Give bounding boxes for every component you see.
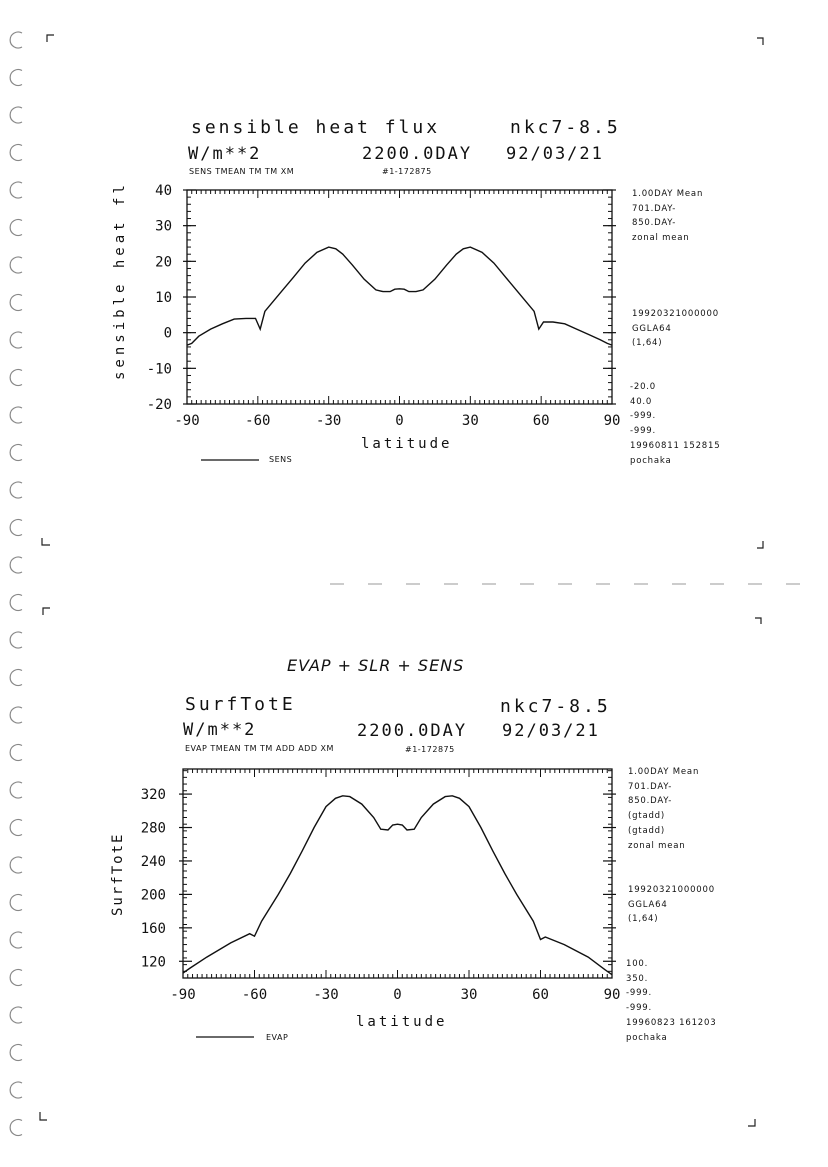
side-line: zonal mean [632,233,690,244]
time-label: 2200.0DAY [357,721,468,741]
side-line: 701.DAY- [632,203,677,214]
run-id: nkc7-8.5 [510,117,621,138]
side-line: GGLA64 [628,899,668,910]
side-line: pochaka [626,1032,668,1043]
x-tick-label: 60 [532,987,549,1003]
side-line: 1.00DAY Mean [632,189,704,199]
chart-subtitle: SENS TMEAN TM TM XM [189,167,295,176]
y-axis-label: sensible heat fl [112,181,128,380]
x-tick-label: 60 [532,413,550,429]
y-tick-label: 20 [155,254,172,271]
y-tick-label: 320 [140,787,166,804]
x-tick-label: 0 [395,413,404,429]
side-line: 350. [626,973,649,984]
side-line: -20.0 [630,382,656,392]
y-tick-label: 10 [155,290,172,306]
side-line: -999. [630,426,656,437]
side-line: -999. [626,1003,652,1014]
side-line: pochaka [630,455,672,466]
side-line: (1,64) [632,338,663,349]
y-tick-label: 30 [155,218,172,235]
side-line: 850.DAY- [632,218,677,229]
x-tick-label: -90 [170,987,196,1003]
x-tick-label: 90 [603,987,621,1003]
side-line: 40.0 [630,396,653,407]
side-line: -999. [630,411,656,422]
plot-frame [183,769,612,978]
chart-title: SurfTotE [185,694,296,715]
time-label: 2200.0DAY [362,144,473,164]
legend-label: EVAP [266,1033,289,1042]
x-tick-label: -60 [241,987,268,1003]
y-tick-label: 160 [140,920,166,937]
side-line: 19920321000000 [632,309,719,319]
y-tick-label: -20 [146,397,172,413]
side-line: 701.DAY- [628,781,673,792]
date-label: 92/03/21 [506,144,604,164]
side-line: 19960823 161203 [626,1017,717,1028]
x-tick-label: 0 [393,987,402,1003]
x-tick-label: -30 [316,413,342,429]
side-line: (gtadd) [628,825,665,836]
side-line: zonal mean [628,840,686,851]
series-line-evap [183,796,612,975]
chart-0-plot [147,183,621,460]
y-tick-label: 120 [140,954,166,971]
side-line: (1,64) [628,914,659,925]
handwritten-note: EVAP + SLR + SENS [287,656,465,675]
chart-title: sensible heat flux [191,117,441,138]
chart-subtitle: EVAP TMEAN TM TM ADD ADD XM [185,744,334,753]
x-tick-label: -60 [245,413,271,429]
file-tag: #1-172875 [405,745,455,754]
x-tick-label: 90 [603,413,621,429]
side-line: 850.DAY- [628,796,673,807]
units-label: W/m**2 [188,144,262,164]
side-line: 19960811 152815 [630,440,721,451]
y-tick-label: 200 [140,887,166,904]
side-line: 100. [626,959,649,969]
y-tick-label: 0 [163,325,172,342]
chart-1-plot [141,769,621,1037]
y-tick-label: 280 [140,820,166,837]
side-line: GGLA64 [632,323,672,334]
plot-frame [187,190,612,404]
x-tick-label: -90 [174,413,200,429]
file-tag: #1-172875 [382,167,432,176]
x-axis-label: latitude [356,1014,448,1030]
legend-label: SENS [269,455,293,464]
side-line: -999. [626,988,652,999]
x-axis-label: latitude [361,436,453,452]
run-id: nkc7-8.5 [500,696,611,717]
x-tick-label: 30 [460,987,478,1003]
series-line-sens [187,247,612,345]
x-tick-label: 30 [461,413,479,429]
side-line: 19920321000000 [628,885,715,895]
units-label: W/m**2 [183,720,257,740]
date-label: 92/03/21 [502,721,600,741]
side-line: 1.00DAY Mean [628,767,700,777]
side-line: (gtadd) [628,811,665,822]
y-tick-label: -10 [146,361,172,378]
y-axis-label: SurfTotE [110,832,126,916]
y-tick-label: 40 [155,183,172,199]
y-tick-label: 240 [140,853,166,870]
x-tick-label: -30 [313,987,339,1003]
